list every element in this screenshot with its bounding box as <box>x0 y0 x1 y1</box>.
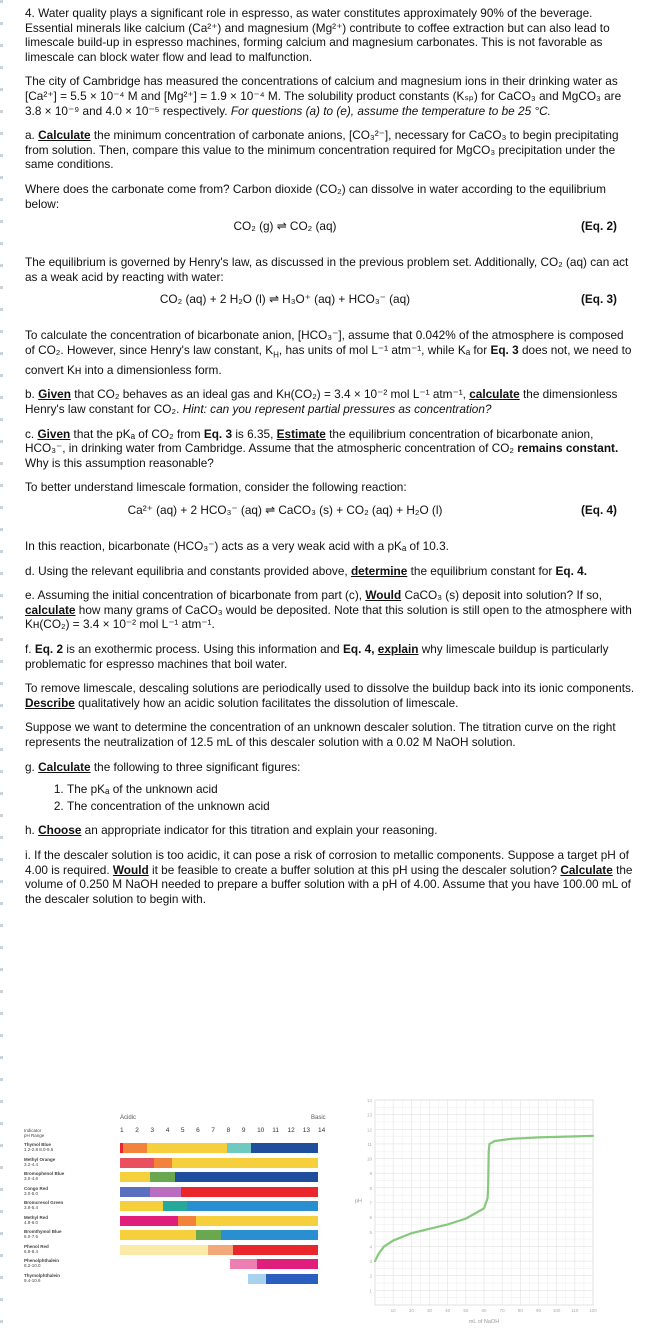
ph-tick-label: 9 <box>241 1127 246 1134</box>
equation-3 <box>25 292 635 312</box>
bicarb-eq-ref: Eq. 3 <box>490 342 519 357</box>
part-a-keyword: Calculate <box>38 128 91 143</box>
part-d <box>25 564 635 579</box>
part-g-text: the following to three significant figures: <box>93 759 301 774</box>
part-e <box>25 588 635 632</box>
color-segment <box>163 1201 187 1211</box>
city-paragraph <box>25 74 635 118</box>
descale-text-a: To remove limescale, descaling solutions are periodically used to dissolve the buildup back into its ionic components. <box>25 681 635 696</box>
part-e-keyword-1: Would <box>365 588 402 603</box>
color-segment <box>196 1230 220 1240</box>
x-tick-label: 50 <box>463 1308 469 1313</box>
indicator-range: 3.0-5.0 <box>24 1190 39 1196</box>
y-tick-label: 13 <box>366 1112 372 1118</box>
color-segment <box>120 1216 178 1226</box>
table-row <box>24 1215 329 1227</box>
ph-tick-label: 6 <box>196 1127 200 1134</box>
part-a-text: the minimum concentration of carbonate anions, [CO₃²⁻], necessary for CaCO₃ to begin precipitating from solution. Then, compare this value to the minimum concentration required for MgCO₃ precipitation under the same conditions. <box>25 128 619 172</box>
y-tick-label: 1 <box>369 1288 372 1294</box>
color-segment <box>196 1216 318 1226</box>
x-tick-label: 90 <box>535 1308 542 1313</box>
color-segment <box>227 1143 251 1153</box>
indicator-label: Bromophenol Blue <box>24 1171 65 1176</box>
table-row <box>24 1229 329 1241</box>
color-segment <box>120 1201 163 1211</box>
indicator-header <box>24 1128 116 1138</box>
indicator-name <box>24 1157 116 1169</box>
x-tick-label: 120 <box>589 1308 597 1313</box>
part-a <box>25 128 635 172</box>
part-c-text-2: is 6.35, <box>235 426 274 441</box>
indicator-range: 4.8-6.0 <box>24 1219 39 1225</box>
ph-tick-label: 3 <box>150 1127 155 1134</box>
indicator-range: 6.0-7.6 <box>24 1234 39 1239</box>
color-segment <box>233 1245 318 1255</box>
x-axis-label: mL of NaOH <box>468 1319 500 1325</box>
y-tick-label: 10 <box>366 1156 372 1162</box>
limescale-intro: To better understand limescale formation, consider the following reaction: <box>25 480 407 495</box>
header-range: pH Range <box>24 1133 45 1138</box>
indicator-name <box>24 1200 116 1212</box>
part-a-prefix: a. <box>25 128 35 143</box>
indicator-range: 9.4-10.6 <box>24 1277 41 1283</box>
bicarb-text-e: does not, we need to convert Kʜ into a dimensionless form. <box>25 342 632 377</box>
question-document <box>25 6 635 916</box>
color-segment <box>175 1172 318 1182</box>
part-f-eq2-ref: Eq. 2 <box>34 641 64 656</box>
indicator-range: 8.2-10.0 <box>24 1263 41 1268</box>
x-tick-label: 100 <box>552 1308 561 1313</box>
y-tick-label: 4 <box>369 1244 372 1250</box>
indicator-label: Congo Red <box>24 1185 48 1191</box>
ph-tick-row <box>120 1127 330 1139</box>
left-margin-rule <box>0 0 3 1333</box>
indicator-name <box>24 1171 116 1183</box>
indicator-name <box>24 1215 116 1227</box>
color-segment <box>266 1274 318 1284</box>
part-d-text: the equilibrium constant for <box>410 563 553 578</box>
color-segment <box>172 1158 318 1168</box>
part-i-text-1: it be feasible to create a buffer solution at this pH using the descaler solution? <box>152 862 558 877</box>
y-axis-label: pH <box>355 1198 363 1205</box>
indicator-label: Thymol Blue <box>24 1142 52 1147</box>
indicator-label: Methyl Red <box>24 1214 49 1220</box>
y-tick-label: 5 <box>369 1229 372 1235</box>
part-e-text-1: CaCO₃ (s) deposit into solution? If so, <box>404 588 603 603</box>
y-tick-label: 14 <box>366 1098 372 1103</box>
ph-tick-label: 13 <box>302 1127 310 1134</box>
part-c-keyword-2: Estimate <box>276 426 326 441</box>
city-text: The city of Cambridge has measured the concentrations of calcium and magnesium ions in their drinking water as [Ca²⁺] = 5.5 × 10⁻⁴ M and [Mg²⁺] = 1.9 × 10⁻⁴ M. The solubility product constants (Kₛₚ) for CaCO₃ and MgCO₃ are 3.8 × 10⁻⁹ and 4.0 × 10⁻⁵ respectively. <box>25 74 622 118</box>
table-row <box>24 1142 329 1154</box>
equation-4-label: (Eq. 4) <box>580 503 617 518</box>
part-b-text-1: that CO₂ behaves as an ideal gas and Kʜ(CO₂) = 3.4 × 10⁻² mol L⁻¹ atm⁻¹, <box>74 387 466 402</box>
ph-tick-label: 11 <box>272 1127 280 1134</box>
x-tick-label: 20 <box>408 1308 414 1313</box>
color-segment <box>120 1245 208 1255</box>
bicarb-text-a: To calculate the concentration of bicarbonate anion, [HCO₃⁻], assume that 0.042% of the atmosphere is composed of CO₂. However, since Henry's law constant, K <box>25 328 624 357</box>
equation-2-label: (Eq. 2) <box>580 219 617 234</box>
part-g-prefix: g. <box>25 759 35 774</box>
ph-tick-label: 14 <box>318 1127 326 1134</box>
color-segment <box>150 1172 174 1182</box>
indicator-range: 3.2-4.4 <box>24 1161 39 1167</box>
indicator-name <box>24 1258 116 1270</box>
part-b-hint: Hint: can you represent partial pressures as concentration? <box>182 402 492 417</box>
x-tick-label: 40 <box>445 1308 451 1313</box>
indicator-table <box>24 1115 329 1290</box>
bicarb-text-c: , has units of mol L⁻¹ atm⁻¹, while Kₐ for <box>278 342 488 357</box>
bicarbonate-paragraph <box>25 328 635 377</box>
color-segment <box>147 1143 226 1153</box>
part-c-prefix: c. <box>25 426 35 441</box>
indicator-label: Phenol Red <box>24 1243 49 1249</box>
part-b-prefix: b. <box>25 387 35 402</box>
ph-tick-label: 2 <box>135 1127 139 1134</box>
y-tick-label: 11 <box>367 1141 372 1147</box>
equation-4-expression: Ca²⁺ (aq) + 2 HCO₃⁻ (aq) ⇌ CaCO₃ (s) + CO₂ (aq) + H₂O (l) <box>127 503 443 518</box>
part-h-prefix: h. <box>25 823 35 838</box>
table-row <box>24 1186 329 1198</box>
acidic-label: Acidic <box>120 1115 137 1121</box>
part-f-keyword: explain <box>377 641 419 656</box>
part-c-keyword-3: remains constant. <box>517 441 619 456</box>
color-segment <box>120 1187 150 1197</box>
color-segment <box>120 1230 196 1240</box>
y-tick-label: 2 <box>369 1273 372 1279</box>
part-i-keyword-2: Calculate <box>560 862 613 877</box>
color-segment <box>120 1274 248 1284</box>
part-b-keyword-1: Given <box>38 387 71 402</box>
table-row <box>24 1244 329 1256</box>
part-h-text: an appropriate indicator for this titration and explain your reasoning. <box>84 823 438 838</box>
temperature-note: For questions (a) to (e), assume the temperature to be 25 °C. <box>230 103 551 118</box>
equation-4 <box>25 503 635 523</box>
color-segment <box>208 1245 232 1255</box>
part-g-list <box>25 782 635 813</box>
indicator-range: 6.8-8.4 <box>24 1248 39 1254</box>
indicator-label: Bromthymol Blue <box>24 1229 62 1234</box>
x-tick-label: 10 <box>390 1308 396 1313</box>
part-f-text-2: why limescale buildup is particularly problematic for espresso machines that boil water. <box>25 641 609 671</box>
part-c-eq-ref: Eq. 3 <box>203 426 233 441</box>
indicator-name <box>24 1186 116 1198</box>
intro-paragraph: 4. Water quality plays a significant role in espresso, as water constitutes approximately 90% of the beverage. Essential minerals like calcium (Ca²⁺) and magnesium (Mg²⁺) contribute to coffee extraction but can also lead to limescale build-up in espresso machines, forming calcium and magnesium carbonates. This is not favorable as limescale can block water flow and lead to malfunction. <box>25 6 610 64</box>
part-c-text-4: Why is this assumption reasonable? <box>25 455 214 470</box>
color-segment <box>178 1216 196 1226</box>
ph-tick-label: 5 <box>180 1127 185 1134</box>
part-i-text-2: the volume of 0.250 M NaOH needed to prepare a buffer solution with a pH of 4.00. Assume that you have 100.00 mL of the descaler solution to begin with. <box>25 862 633 906</box>
color-segment <box>248 1274 266 1284</box>
y-tick-label: 12 <box>366 1127 372 1133</box>
indicator-label: Phenolphthalein <box>24 1258 60 1263</box>
list-item: 2. The concentration of the unknown acid <box>67 799 635 814</box>
x-tick-label: 60 <box>481 1308 487 1313</box>
indicator-range: 1.2-2.8 8.0-9.6 <box>24 1147 54 1152</box>
indicator-name <box>24 1229 116 1241</box>
table-row <box>24 1171 329 1183</box>
x-tick-label: 80 <box>517 1308 523 1313</box>
indicator-label: Bromcresol Green <box>24 1200 64 1205</box>
henry-paragraph: The equilibrium is governed by Henry's law, as discussed in the previous problem set. Additionally, CO₂ (aq) can act as a weak acid by reacting with water: <box>25 255 629 284</box>
color-segment <box>251 1143 318 1153</box>
ph-tick-label: 4 <box>165 1127 170 1134</box>
header-indicator: Indicator <box>24 1128 42 1133</box>
indicator-label: Thymolphthalein <box>24 1272 60 1278</box>
part-e-prefix: e. Assuming the initial concentration of bicarbonate from part (c), <box>25 588 363 603</box>
x-tick-label: 70 <box>499 1308 505 1313</box>
color-segment <box>150 1187 180 1197</box>
titration-paragraph: Suppose we want to determine the concentration of an unknown descaler solution. The titration curve on the right represents the neutralization of 12.5 mL of this descaler solution with a 0.02 M NaOH solution. <box>25 720 616 749</box>
indicator-range: 3.0-4.6 <box>24 1176 39 1181</box>
indicator-name <box>24 1142 116 1154</box>
color-segment <box>154 1158 172 1168</box>
titration-chart <box>345 1092 605 1327</box>
table-row <box>24 1200 329 1212</box>
y-tick-label: 7 <box>369 1200 372 1206</box>
color-segment <box>123 1143 147 1153</box>
part-d-eq-ref: Eq. 4. <box>555 563 587 578</box>
y-tick-label: 6 <box>369 1215 372 1221</box>
y-tick-label: 9 <box>369 1171 372 1177</box>
x-tick-label: 30 <box>426 1308 433 1313</box>
color-segment <box>230 1259 257 1269</box>
table-row <box>24 1258 329 1270</box>
part-b-keyword-2: calculate <box>469 387 520 402</box>
y-tick-label: 3 <box>369 1259 372 1265</box>
bicarb-sub: H <box>273 350 279 360</box>
equation-2-expression: CO₂ (g) ⇌ CO₂ (aq) <box>233 219 337 234</box>
part-d-prefix: d. Using the relevant equilibria and constants provided above, <box>25 563 348 578</box>
color-segment <box>187 1201 318 1211</box>
equation-3-expression: CO₂ (aq) + 2 H₂O (l) ⇌ H₃O⁺ (aq) + HCO₃⁻ (aq) <box>159 292 411 307</box>
ph-tick-label: 8 <box>226 1127 231 1134</box>
part-f-text-1: is an exothermic process. Using this information and <box>66 641 340 656</box>
color-segment <box>120 1158 154 1168</box>
equation-3-label: (Eq. 3) <box>580 292 617 307</box>
part-c-text-3: the equilibrium concentration of bicarbonate anion, HCO₃⁻, in drinking water from Cambridge. Assume that the atmospheric concentration of CO₂ <box>25 426 594 456</box>
indicator-name <box>24 1244 116 1256</box>
part-b-text-2: the dimensionless Henry's law constant for CO₂. <box>25 387 618 417</box>
part-i-keyword-1: Would <box>112 862 149 877</box>
ph-tick-label: 10 <box>257 1127 265 1134</box>
color-segment <box>257 1259 318 1269</box>
part-f <box>25 642 635 671</box>
part-i-prefix: i. If the descaler solution is too acidic, it can pose a risk of corrosion to metallic components. Suppose a target pH of 4.00 is required. <box>25 847 629 877</box>
indicator-label: Methyl Orange <box>24 1156 56 1162</box>
indicator-range: 3.8-5.4 <box>24 1205 39 1210</box>
part-c-text-1: that the pKₐ of CO₂ from <box>73 426 201 441</box>
basic-label: Basic <box>311 1115 326 1121</box>
table-row <box>24 1157 329 1169</box>
color-segment <box>221 1230 318 1240</box>
part-f-eq4-ref: Eq. 4, <box>343 641 375 656</box>
x-tick-label: 110 <box>571 1308 579 1313</box>
part-d-keyword: determine <box>350 563 408 578</box>
descale-text-b: qualitatively how an acidic solution facilitates the dissolution of limescale. <box>78 695 459 710</box>
part-h <box>25 823 635 838</box>
part-g-keyword: Calculate <box>38 759 91 774</box>
part-e-keyword-2: calculate <box>25 602 76 617</box>
list-item: 1. The pKₐ of the unknown acid <box>67 782 635 797</box>
part-b <box>25 387 635 416</box>
part-f-prefix: f. <box>25 641 32 656</box>
color-segment <box>120 1172 150 1182</box>
co2-intro: Where does the carbonate come from? Carbon dioxide (CO₂) can dissolve in water according to the equilibrium below: <box>25 181 606 211</box>
ph-tick-label: 1 <box>120 1127 124 1134</box>
weak-acid-paragraph: In this reaction, bicarbonate (HCO₃⁻) acts as a very weak acid with a pKₐ of 10.3. <box>25 539 449 554</box>
part-c <box>25 427 635 471</box>
table-row <box>24 1273 329 1285</box>
part-e-text-2: how many grams of CaCO₃ would be deposited. Note that this solution is still open to the atmosphere with Kʜ(CO₂) = 3.4 × 10⁻² mol L⁻¹ atm⁻¹. <box>25 602 632 632</box>
y-tick-label: 8 <box>369 1185 372 1191</box>
indicator-name <box>24 1273 116 1285</box>
equation-2 <box>25 219 635 239</box>
part-g <box>25 760 635 775</box>
part-i <box>25 848 635 906</box>
ph-tick-label: 7 <box>211 1127 215 1134</box>
color-segment <box>120 1259 230 1269</box>
descale-keyword: Describe <box>25 695 75 710</box>
part-h-keyword: Choose <box>38 823 82 838</box>
descale-paragraph <box>25 681 635 710</box>
ph-tick-label: 12 <box>287 1127 295 1134</box>
color-segment <box>181 1187 318 1197</box>
part-c-keyword-1: Given <box>37 426 71 441</box>
